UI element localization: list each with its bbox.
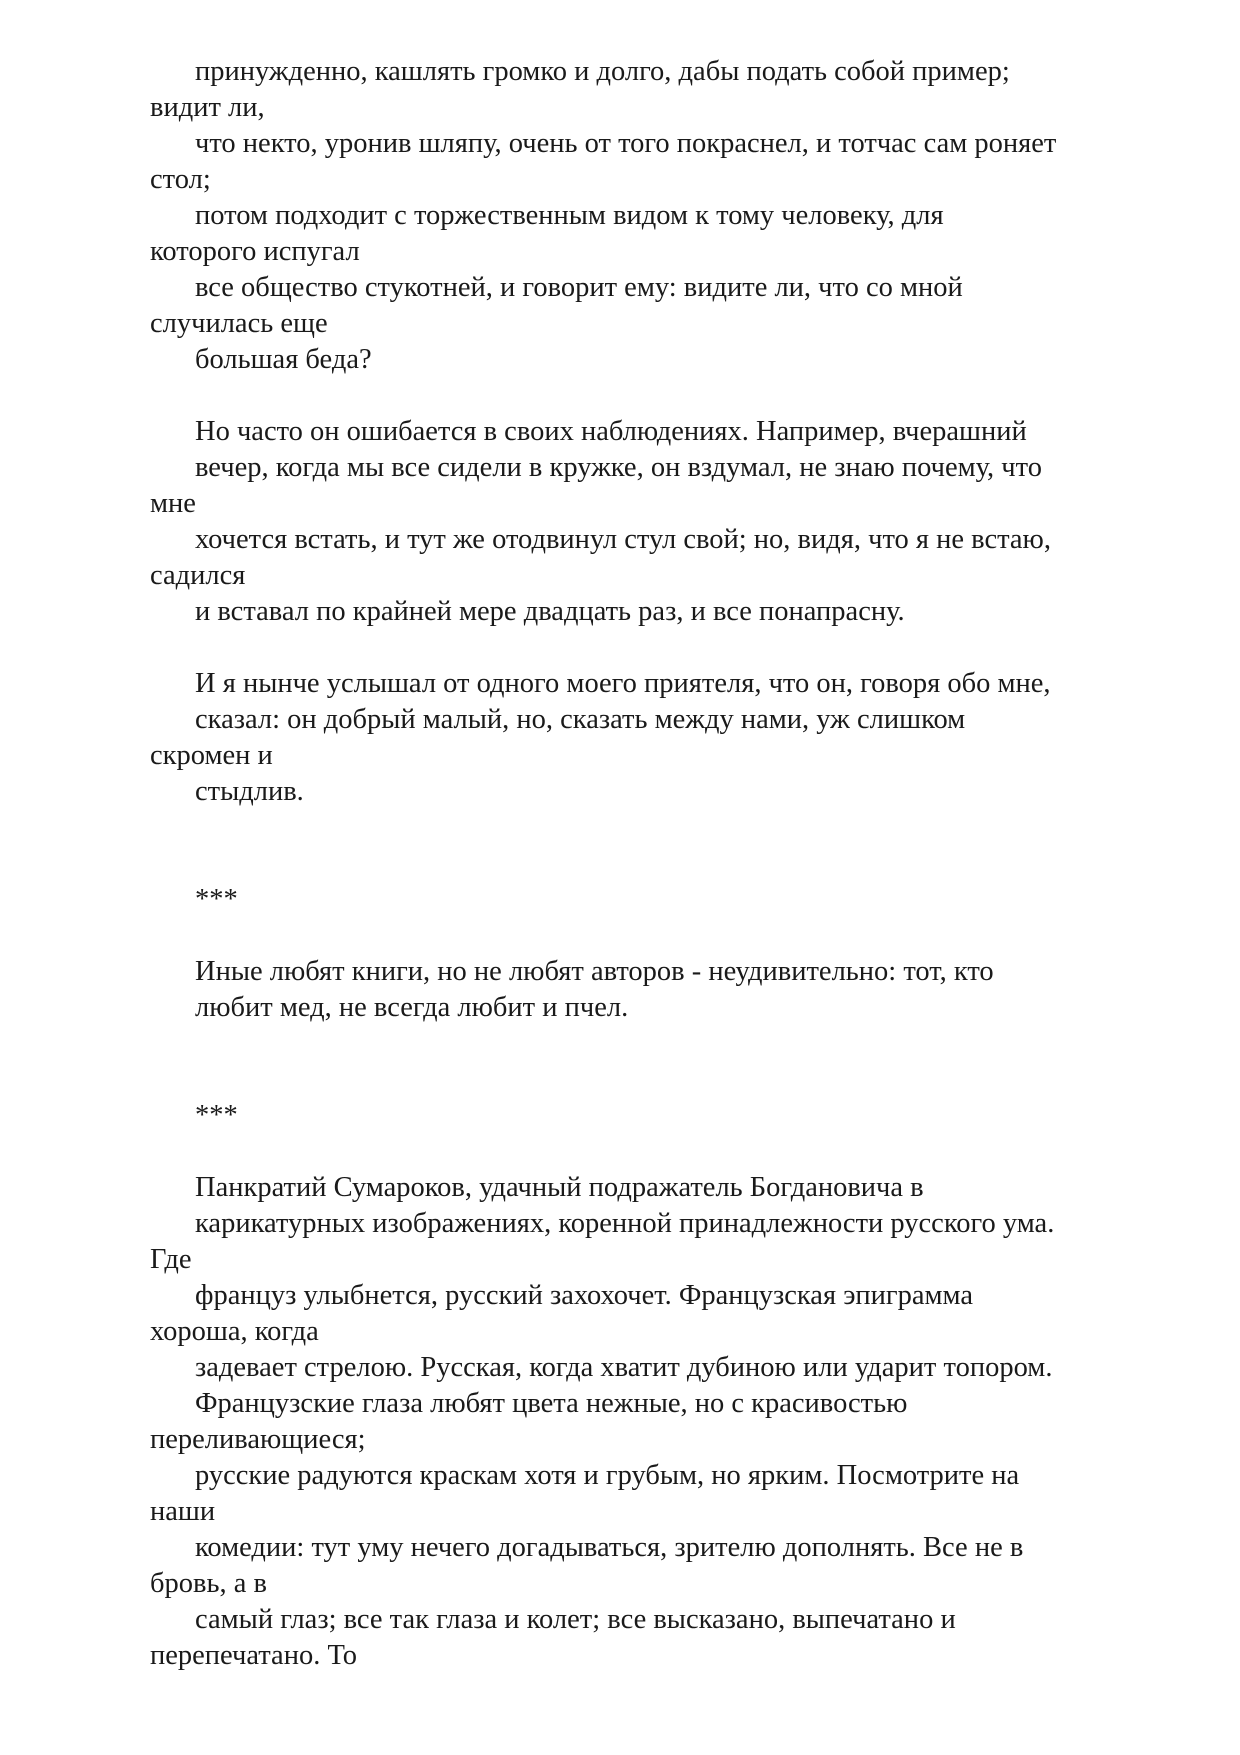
text-line: Французские глаза любят цвета нежные, но с красивостью <box>195 1388 908 1419</box>
text-line: сказал: он добрый малый, но, сказать между нами, уж слишком <box>195 704 966 735</box>
text-line: которого испугал <box>150 236 360 267</box>
text-line: хочется встать, и тут же отодвинул стул свой; но, видя, что я не встаю, <box>195 524 1051 555</box>
text-line: перепечатано. То <box>150 1640 357 1671</box>
text-line: наши <box>150 1496 216 1527</box>
text-line: видит ли, <box>150 92 265 123</box>
text-line: принужденно, кашлять громко и долго, дабы подать собой пример; <box>195 56 1010 87</box>
text-line: комедии: тут уму нечего догадываться, зрителю дополнять. Все не в <box>195 1532 1024 1563</box>
text-line: И я нынче услышал от одного моего приятеля, что он, говоря обо мне, <box>195 668 1051 699</box>
text-line: задевает стрелою. Русская, когда хватит дубиною или ударит топором. <box>195 1352 1053 1383</box>
text-line: случилась еще <box>150 308 328 339</box>
text-line: все общество стукотней, и говорит ему: видите ли, что со мной <box>195 272 963 303</box>
text-line: любит мед, не всегда любит и пчел. <box>195 992 629 1023</box>
text-line: что некто, уронив шляпу, очень от того покраснел, и тотчас сам роняет <box>195 128 1057 159</box>
text-line: переливающиеся; <box>150 1424 366 1455</box>
text-line: садился <box>150 560 246 591</box>
text-line: карикатурных изображениях, коренной принадлежности русского ума. <box>195 1208 1055 1239</box>
text-line: стыдлив. <box>195 776 304 807</box>
text-line: мне <box>150 488 196 519</box>
text-line: Где <box>150 1244 192 1275</box>
text-line: Иные любят книги, но не любят авторов - неудивительно: тот, кто <box>195 956 994 987</box>
text-line: русские радуются краскам хотя и грубым, но ярким. Посмотрите на <box>195 1460 1020 1491</box>
text-line: бровь, а в <box>150 1568 267 1599</box>
text-line: и вставал по крайней мере двадцать раз, и все понапрасну. <box>195 596 905 627</box>
text-line: потом подходит с торжественным видом к тому человеку, для <box>195 200 944 231</box>
section-separator: *** <box>195 1100 238 1131</box>
text-line: стол; <box>150 164 211 195</box>
text-line: большая беда? <box>195 344 372 375</box>
text-line: скромен и <box>150 740 273 771</box>
text-line: Но часто он ошибается в своих наблюдениях. Например, вчерашний <box>195 416 1027 447</box>
text-line: француз улыбнется, русский захохочет. Французская эпиграмма <box>195 1280 974 1311</box>
text-line: хороша, когда <box>150 1316 319 1347</box>
text-line: вечер, когда мы все сидели в кружке, он вздумал, не знаю почему, что <box>195 452 1042 483</box>
text-line: самый глаз; все так глаза и колет; все высказано, выпечатано и <box>195 1604 956 1635</box>
text-line: Панкратий Сумароков, удачный подражатель Богдановича в <box>195 1172 924 1203</box>
section-separator: *** <box>195 884 238 915</box>
